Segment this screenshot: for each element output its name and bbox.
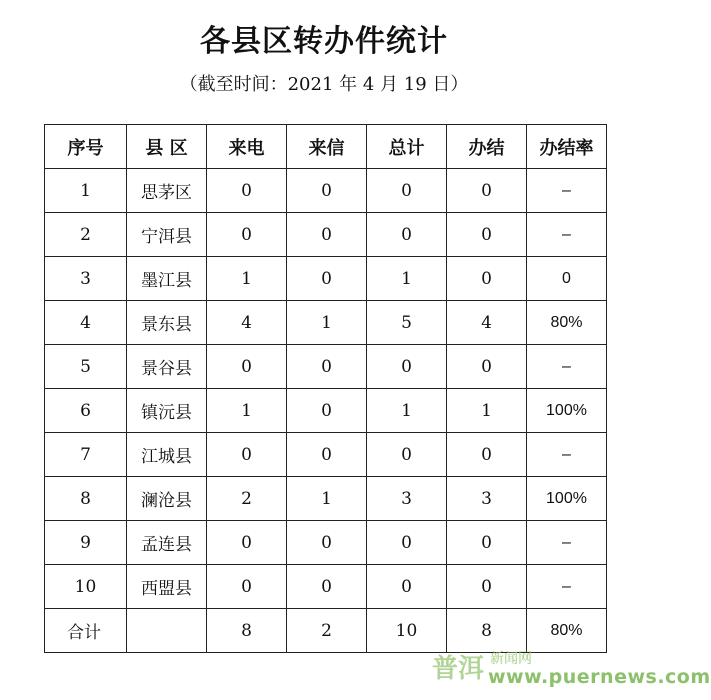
- cell-county: 墨江县: [127, 257, 207, 301]
- cell-completed: 0: [447, 169, 527, 213]
- cell-calls: 0: [207, 433, 287, 477]
- cell-total: 1: [367, 389, 447, 433]
- cell-letters: 0: [287, 345, 367, 389]
- cell-completed: 0: [447, 433, 527, 477]
- watermark-url: www.puernews.com: [488, 666, 711, 688]
- cell-completed: 0: [447, 521, 527, 565]
- cell-completion-rate: 0: [527, 257, 607, 301]
- watermark-logo-text: 普洱: [432, 654, 485, 684]
- cell-completed: 4: [447, 301, 527, 345]
- site-watermark: [432, 648, 711, 692]
- total-county: [127, 609, 207, 653]
- cell-completed: 1: [447, 389, 527, 433]
- cell-index: 2: [45, 213, 127, 257]
- cell-total: 3: [367, 477, 447, 521]
- cell-county: 孟连县: [127, 521, 207, 565]
- cell-completion-rate: 80%: [527, 301, 607, 345]
- cell-index: 10: [45, 565, 127, 609]
- cell-county: 思茅区: [127, 169, 207, 213]
- cell-county: 江城县: [127, 433, 207, 477]
- cell-calls: 0: [207, 169, 287, 213]
- cell-total: 0: [367, 521, 447, 565]
- cell-completion-rate: –: [527, 565, 607, 609]
- cell-total: 0: [367, 345, 447, 389]
- cell-letters: 1: [287, 477, 367, 521]
- cell-index: 4: [45, 301, 127, 345]
- header-completed: 办结: [447, 125, 527, 169]
- cell-county: 景谷县: [127, 345, 207, 389]
- table-row: [45, 213, 607, 257]
- header-index: 序号: [45, 125, 127, 169]
- cell-completed: 0: [447, 565, 527, 609]
- table-row: [45, 521, 607, 565]
- cell-total: 0: [367, 433, 447, 477]
- cell-index: 1: [45, 169, 127, 213]
- statistics-table: [44, 124, 607, 653]
- cell-index: 3: [45, 257, 127, 301]
- table-row: [45, 433, 607, 477]
- table-row: [45, 169, 607, 213]
- header-county: 县 区: [127, 125, 207, 169]
- cell-index: 8: [45, 477, 127, 521]
- cell-completion-rate: –: [527, 433, 607, 477]
- cell-index: 6: [45, 389, 127, 433]
- cell-calls: 0: [207, 565, 287, 609]
- cell-letters: 0: [287, 565, 367, 609]
- cell-calls: 1: [207, 389, 287, 433]
- cell-completion-rate: –: [527, 169, 607, 213]
- cell-calls: 4: [207, 301, 287, 345]
- cell-county: 澜沧县: [127, 477, 207, 521]
- table-row: [45, 565, 607, 609]
- cell-county: 镇沅县: [127, 389, 207, 433]
- cell-total: 0: [367, 213, 447, 257]
- table-header-row: [45, 125, 607, 169]
- header-total: 总计: [367, 125, 447, 169]
- header-calls: 来电: [207, 125, 287, 169]
- cell-index: 7: [45, 433, 127, 477]
- cell-total: 5: [367, 301, 447, 345]
- cell-letters: 0: [287, 213, 367, 257]
- cell-total: 0: [367, 169, 447, 213]
- cell-county: 景东县: [127, 301, 207, 345]
- cell-completed: 0: [447, 345, 527, 389]
- header-completion-rate: 办结率: [527, 125, 607, 169]
- cell-calls: 2: [207, 477, 287, 521]
- watermark-site-name: 新闻网: [490, 651, 532, 667]
- cell-letters: 0: [287, 433, 367, 477]
- cell-county: 宁洱县: [127, 213, 207, 257]
- cell-calls: 0: [207, 345, 287, 389]
- cell-index: 5: [45, 345, 127, 389]
- table-row: [45, 389, 607, 433]
- cell-calls: 1: [207, 257, 287, 301]
- total-letters: 2: [287, 609, 367, 653]
- page-subtitle: （截至时间：2021 年 4 月 19 日）: [179, 74, 469, 95]
- cell-completed: 0: [447, 257, 527, 301]
- cell-total: 0: [367, 565, 447, 609]
- cell-total: 1: [367, 257, 447, 301]
- cell-index: 9: [45, 521, 127, 565]
- cell-calls: 0: [207, 521, 287, 565]
- total-completion-rate: 80%: [527, 609, 607, 653]
- cell-completed: 3: [447, 477, 527, 521]
- cell-completion-rate: 100%: [527, 477, 607, 521]
- cell-completion-rate: –: [527, 345, 607, 389]
- cell-completion-rate: –: [527, 521, 607, 565]
- cell-county: 西盟县: [127, 565, 207, 609]
- total-completed: 8: [447, 609, 527, 653]
- cell-calls: 0: [207, 213, 287, 257]
- total-total: 10: [367, 609, 447, 653]
- table-row: [45, 301, 607, 345]
- table-total-row: [45, 609, 607, 653]
- cell-letters: 0: [287, 389, 367, 433]
- table-row: [45, 257, 607, 301]
- cell-completion-rate: –: [527, 213, 607, 257]
- cell-completion-rate: 100%: [527, 389, 607, 433]
- cell-letters: 1: [287, 301, 367, 345]
- total-label: 合计: [45, 609, 127, 653]
- total-calls: 8: [207, 609, 287, 653]
- cell-letters: 0: [287, 169, 367, 213]
- cell-letters: 0: [287, 521, 367, 565]
- header-letters: 来信: [287, 125, 367, 169]
- cell-letters: 0: [287, 257, 367, 301]
- cell-completed: 0: [447, 213, 527, 257]
- table-row: [45, 477, 607, 521]
- page-title: 各县区转办件统计: [200, 24, 448, 59]
- table-row: [45, 345, 607, 389]
